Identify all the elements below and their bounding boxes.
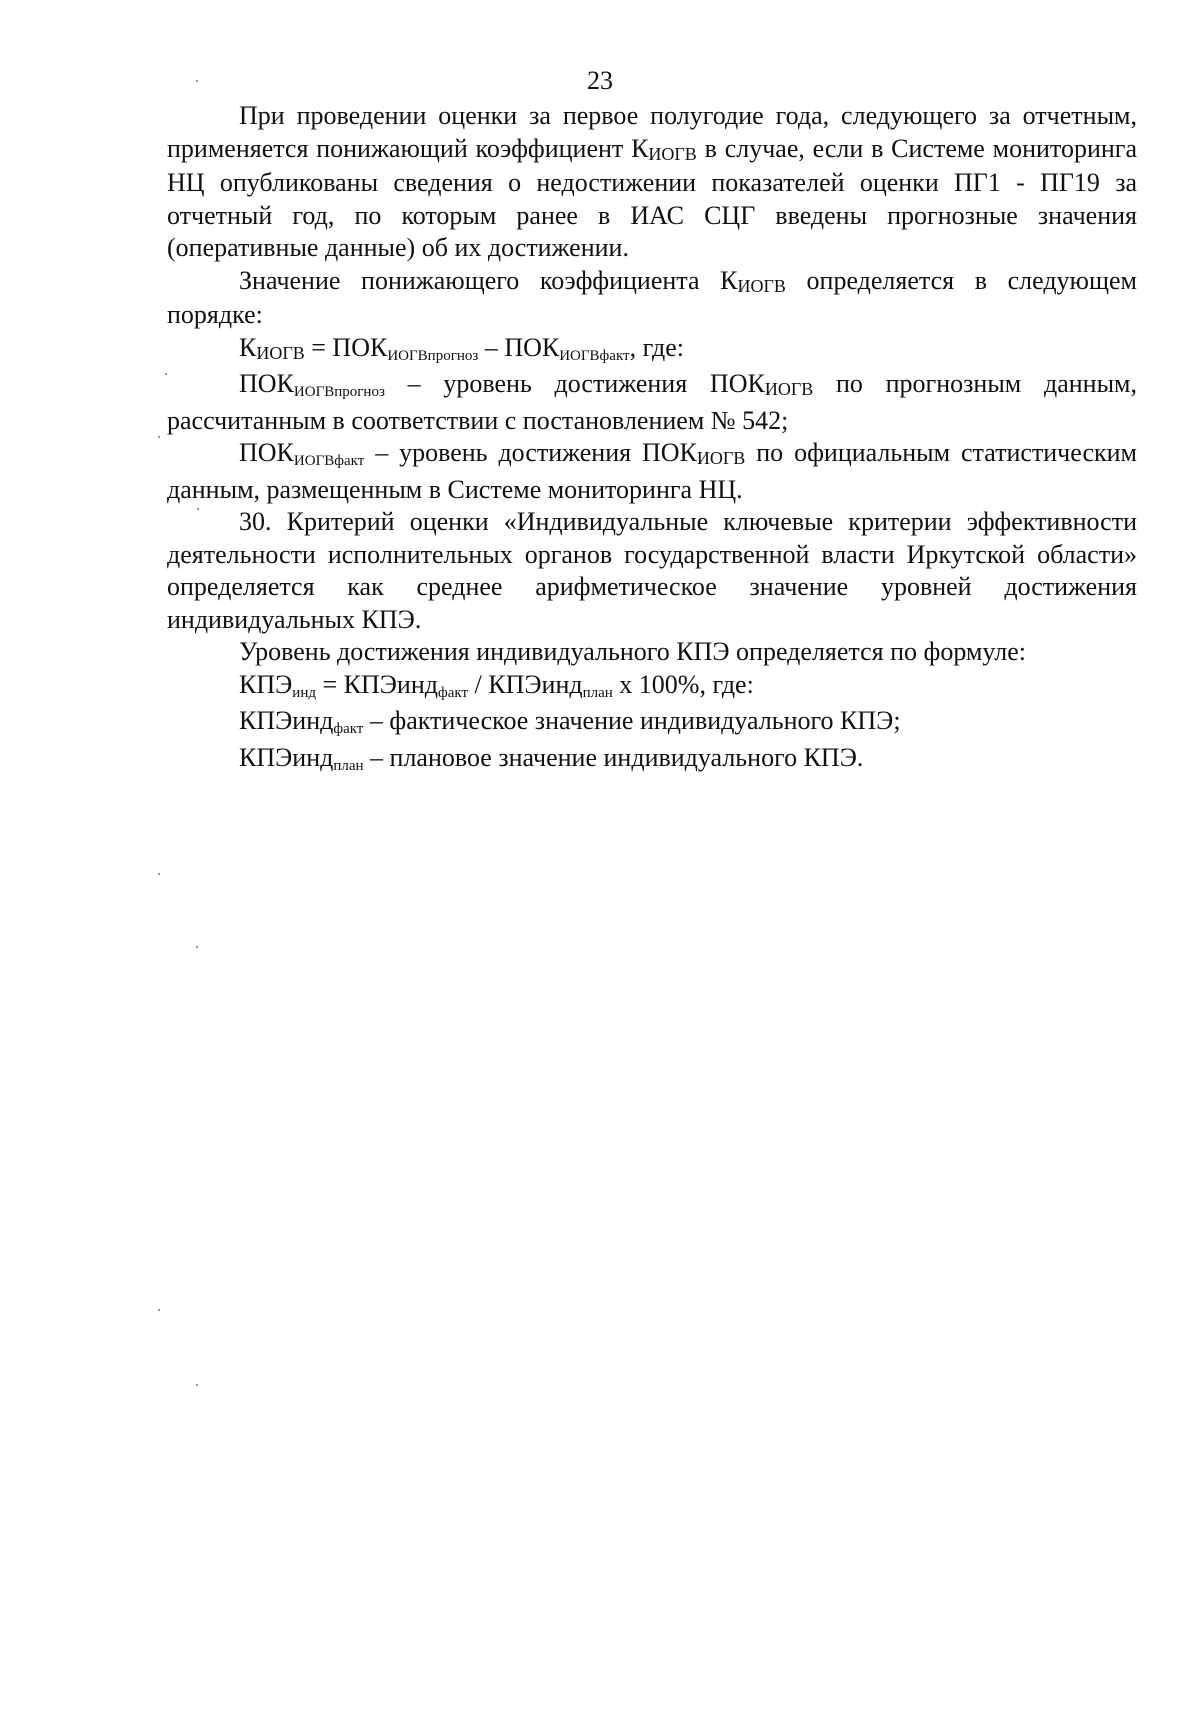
- paragraph-first-half-year: При проведении оценки за первое полугодие года, следующего за отчетным, применяется понижающий коэффициент КИОГВ в случае, если в Системе мониторинга НЦ опубликованы сведения о недостижении показателей оценки ПГ1 - ПГ19 за отчетный год, по которым ранее в ИАС СЦГ введены прогнозные значения (оперативные данные) об их достижении.: [167, 101, 1137, 262]
- paragraph-coefficient-order: Значение понижающего коэффициента КИОГВ определяется в следующем порядке:: [167, 265, 1137, 329]
- formula-kpi: КПЭинд = КПЭиндфакт / КПЭиндплан х 100%, где:: [239, 669, 754, 701]
- paragraph-criterion-30: 30. Критерий оценки «Индивидуальные ключевые критерии эффективности деятельности исполнительных органов государственной власти Иркутской области» определяется как среднее арифметическое значение уровней достижения индивидуальных КПЭ.: [167, 507, 1137, 634]
- kpi-fact-definition: КПЭиндфакт – фактическое значение индивидуального КПЭ;: [239, 706, 901, 737]
- scan-speck: [197, 508, 199, 510]
- scan-speck: [165, 373, 167, 375]
- scan-speck: [196, 1384, 198, 1386]
- kpi-plan-definition: КПЭиндплан – плановое значение индивидуального КПЭ.: [239, 742, 864, 774]
- definition-fact: ПОКИОГВфакт – уровень достижения ПОКИОГВ по официальным статистическим данным, размещенным в Системе мониторинга НЦ.: [167, 438, 1137, 504]
- scan-speck: [158, 436, 160, 438]
- definition-forecast: ПОКИОГВпрогноз – уровень достижения ПОКИОГВ по прогнозным данным, рассчитанным в соответствии с постановлением № 542;: [167, 369, 1137, 435]
- page-number: 23: [587, 66, 613, 95]
- document-body: [167, 100, 1137, 778]
- kpi-intro: Уровень достижения индивидуального КПЭ определяется по формуле:: [239, 637, 1027, 666]
- scan-speck: [196, 80, 198, 82]
- scan-speck: [158, 873, 160, 875]
- scan-speck: [196, 946, 198, 948]
- formula-coefficient: КИОГВ = ПОКИОГВпрогноз – ПОКИОГВфакт, где:: [239, 332, 684, 364]
- scan-speck: [158, 1309, 160, 1311]
